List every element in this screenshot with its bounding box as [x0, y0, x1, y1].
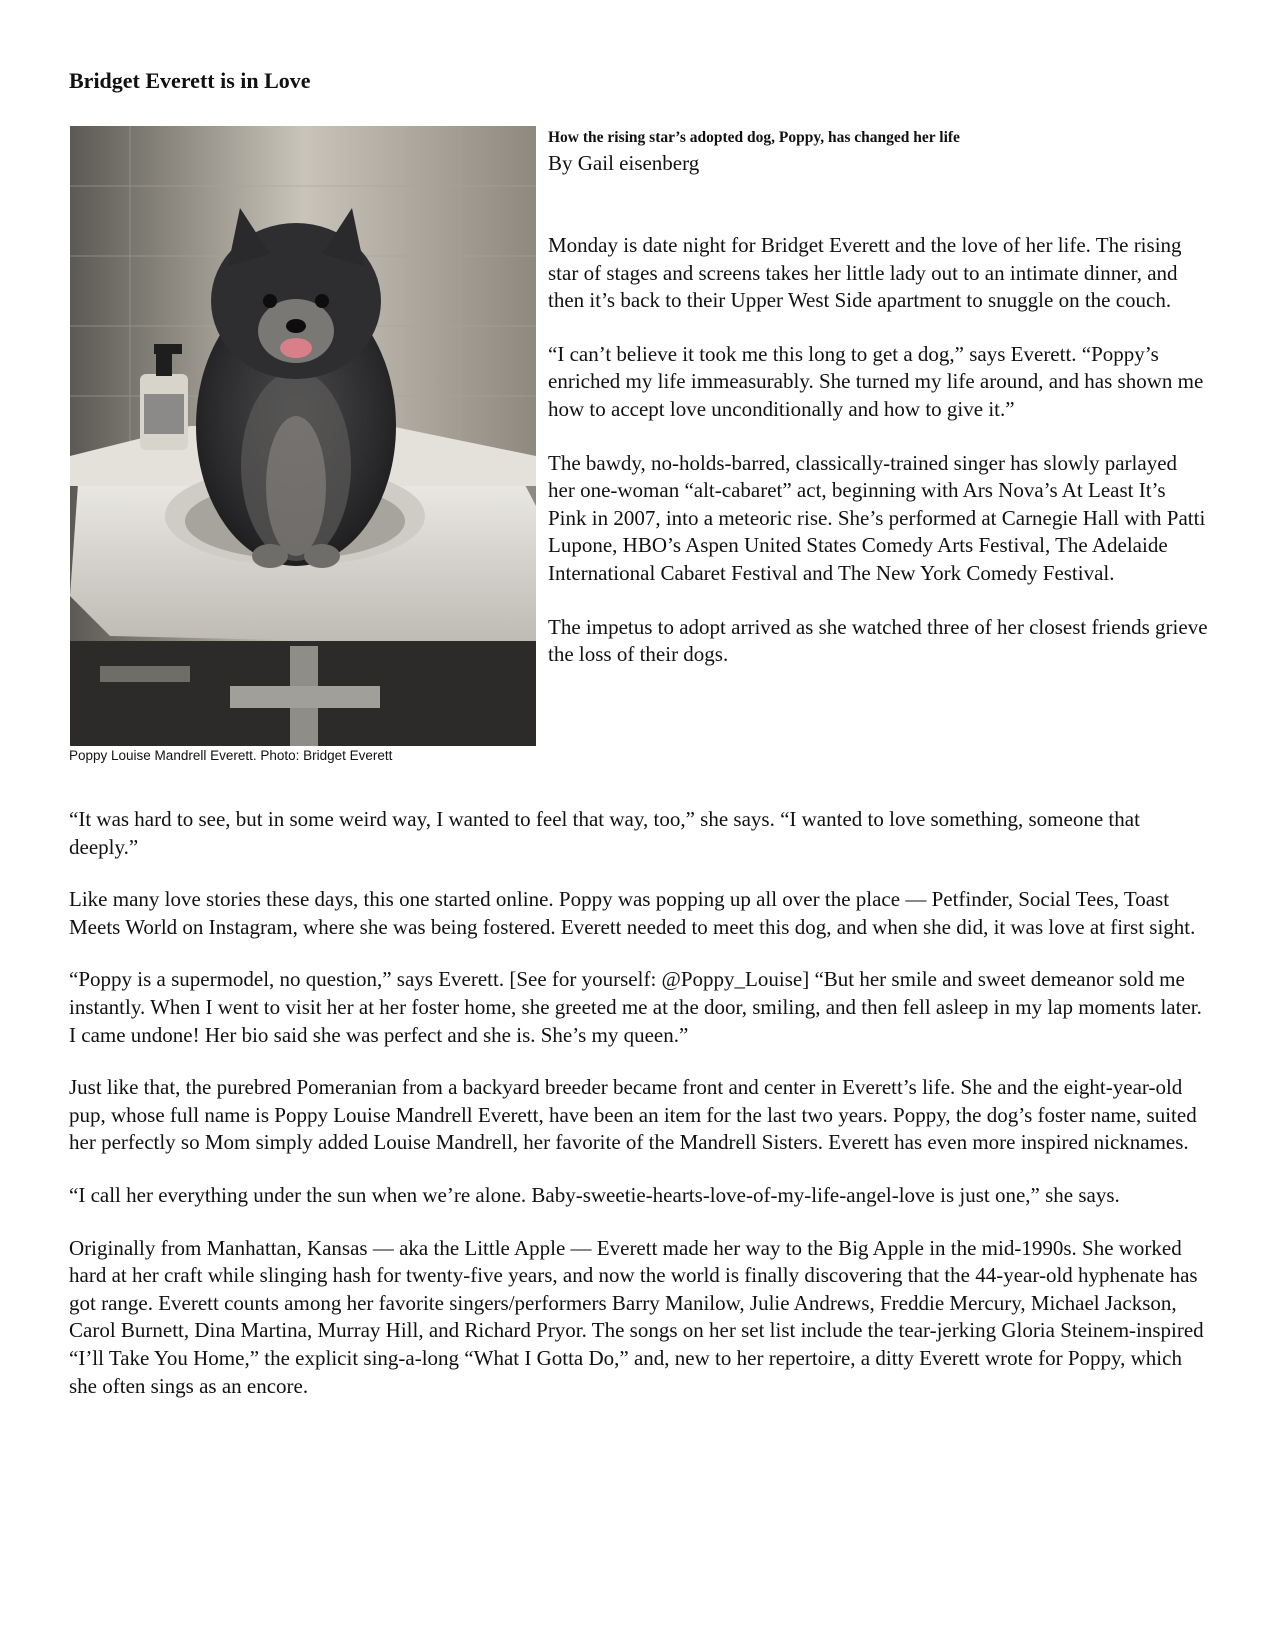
paragraph: “Poppy is a supermodel, no question,” says Everett. [See for yourself: @Poppy_Louise] “But her smile and sweet demeanor sold me instantly. When I went to visit her at her foster home, she greeted me at the door, smiling, and then fell asleep in my lap moments later. I came undone! Her bio said she was perfect and she is. She’s my queen.”: [69, 967, 1202, 1047]
paragraph: Originally from Manhattan, Kansas — aka the Little Apple — Everett made her way to the Big Apple in the mid-1990s. She worked hard at her craft while slinging hash for twenty-five years, and now the world is finally discovering that the 44-year-old hyphenate has got range. Everett counts among her favorite singers/performers Barry Manilow, Julie Andrews, Freddie Mercury, Michael Jackson, Carol Burnett, Dina Martina, Murray Hill, and Richard Pryor. The songs on her set list include the tear-jerking Gloria Steinem-inspired “I’ll Take You Home,” the explicit sing-a-long “What I Gotta Do,” and, new to her repertoire, a ditty Everett wrote for Poppy, which she often sings as an encore.: [69, 1235, 1204, 1398]
photo-caption: Poppy Louise Mandrell Everett. Photo: Bridget Everett: [69, 748, 393, 763]
article-subhead: How the rising star’s adopted dog, Poppy, has changed her life: [548, 129, 960, 146]
full-width-text: [69, 806, 1209, 1425]
dog-photo: [70, 126, 536, 746]
paragraph: Like many love stories these days, this one started online. Poppy was popping up all over the place — Petfinder, Social Tees, Toast Meets World on Instagram, where she was being fostered. Everett needed to meet this dog, and when she did, it was love at first sight.: [69, 887, 1196, 939]
paragraph: Just like that, the purebred Pomeranian from a backyard breeder became front and center in Everett’s life. She and the eight-year-old pup, whose full name is Poppy Louise Mandrell Everett, have been an item for the last two years. Poppy, the dog’s foster name, suited her perfectly so Mom simply added Louise Mandrell, her favorite of the Mandrell Sisters. Everett has even more inspired nicknames.: [69, 1075, 1197, 1155]
paragraph: “It was hard to see, but in some weird way, I wanted to feel that way, too,” she says. “I wanted to love something, someone that deeply.”: [69, 807, 1140, 859]
right-column-text: [548, 232, 1208, 695]
paragraph: The bawdy, no-holds-barred, classically-trained singer has slowly parlayed her one-woman “alt-cabaret” act, beginning with Ars Nova’s At Least It’s Pink in 2007, into a meteoric rise. She’s performed at Carnegie Hall with Patti Lupone, HBO’s Aspen United States Comedy Arts Festival, The Adelaide International Cabaret Festival and The New York Comedy Festival.: [548, 450, 1206, 585]
paragraph: Monday is date night for Bridget Everett and the love of her life. The rising star of stages and screens takes her little lady out to an intimate dinner, and then it’s back to their Upper West Side apartment to snuggle on the couch.: [548, 233, 1182, 313]
paragraph: “I can’t believe it took me this long to get a dog,” says Everett. “Poppy’s enriched my life immeasurably. She turned my life around, and has shown me how to accept love unconditionally and how to give it.”: [548, 341, 1204, 421]
article-byline: By Gail eisenberg: [548, 151, 700, 175]
paragraph: “I call her everything under the sun when we’re alone. Baby-sweetie-hearts-love-of-my-life-angel-love is just one,” she says.: [69, 1182, 1120, 1207]
paragraph: The impetus to adopt arrived as she watched three of her closest friends grieve the loss of their dogs.: [548, 614, 1208, 667]
article-title: Bridget Everett is in Love: [69, 68, 311, 93]
